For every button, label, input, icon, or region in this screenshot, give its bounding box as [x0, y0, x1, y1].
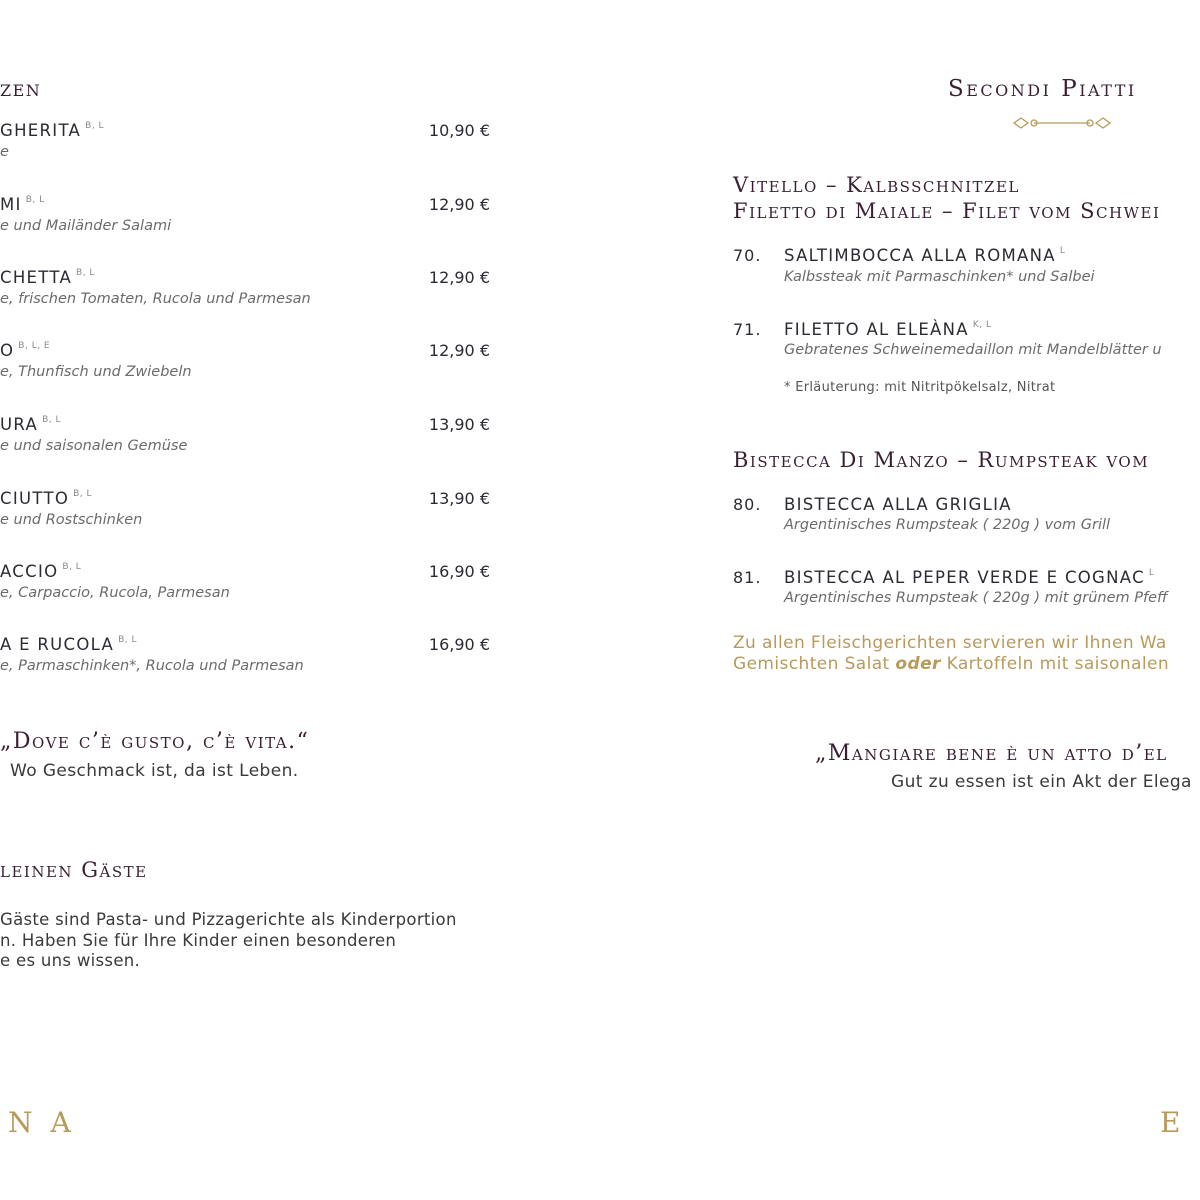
menu-item-price: 13,90 € [428, 415, 490, 434]
menu-item-description: Argentinisches Rumpsteak ( 220g ) mit grünem Pfeff [784, 590, 1168, 606]
kids-text-line: Gäste sind Pasta- und Pizzagerichte als Kinderportion [0, 910, 457, 929]
item-name-text: SALTIMBOCCA ALLA ROMANA [784, 246, 1056, 265]
kids-section-title: leinen Gäste [0, 858, 148, 882]
left-quote-translation: Wo Geschmack ist, da ist Leben. [10, 761, 299, 781]
ornament-divider-icon [1012, 114, 1112, 132]
side-note-emphasis: oder [895, 654, 941, 674]
menu-item-name [784, 246, 1065, 265]
menu-item-description: Gebratenes Schweinemedaillon mit Mandelblätter u [784, 342, 1162, 358]
item-name-text: GHERITA [0, 121, 82, 140]
menu-item-name [0, 415, 61, 434]
side-note-text: Gemischten Salat [733, 654, 896, 674]
right-quote-translation: Gut zu essen ist ein Akt der Elega [891, 772, 1192, 792]
kids-text [0, 910, 457, 972]
menu-item-price: 12,90 € [428, 268, 490, 287]
left-brand-wordmark: NA [8, 1106, 89, 1139]
item-name-text: BISTECCA AL PEPER VERDE E COGNAC [784, 568, 1145, 587]
menu-item-description: e, Parmaschinken*, Rucola und Parmesan [0, 658, 304, 674]
footnote: * Erläuterung: mit Nitritpökelsalz, Nitrat [784, 380, 1056, 395]
menu-item-name [0, 121, 104, 140]
item-name-text: O [0, 341, 15, 360]
allergen-codes: B, L [42, 415, 61, 425]
menu-item-description: e, frischen Tomaten, Rucola und Parmesan [0, 291, 311, 307]
menu-item-name [784, 495, 1012, 514]
right-quote: „Mangiare bene è un atto d’el [815, 741, 1168, 766]
menu-item-description: e und Mailänder Salami [0, 218, 172, 234]
allergen-codes: L [1148, 568, 1155, 578]
menu-item-price: 16,90 € [428, 562, 490, 581]
allergen-codes: B, L [85, 121, 105, 131]
item-name-text: URA [0, 415, 39, 434]
side-dish-note-line1: Zu allen Fleischgerichten servieren wir Ihnen Wa [733, 633, 1167, 653]
allergen-codes: B, L [118, 635, 138, 645]
menu-item-name [0, 562, 81, 581]
side-note-text: Kartoffeln mit saisonalen [940, 654, 1170, 674]
allergen-codes: L [1059, 246, 1066, 256]
left-section-title: zen [0, 76, 42, 102]
group1-title-line1: Vitello – Kalbsschnitzel [733, 173, 1020, 197]
menu-item-price: 12,90 € [428, 195, 490, 214]
menu-item-description: e, Thunfisch und Zwiebeln [0, 364, 192, 380]
menu-item-description: e, Carpaccio, Rucola, Parmesan [0, 585, 230, 601]
item-number: 81. [733, 568, 762, 587]
menu-item-description: e [0, 144, 9, 160]
item-name-text: MI [0, 195, 22, 214]
allergen-codes: B, L [62, 562, 82, 572]
menu-item-name [784, 568, 1154, 587]
group2-title: Bistecca Di Manzo – Rumpsteak vom [733, 448, 1150, 472]
menu-item-description: e und saisonalen Gemüse [0, 438, 188, 454]
allergen-codes: B, L [73, 489, 93, 499]
item-number: 80. [733, 495, 762, 514]
menu-item-description: Kalbssteak mit Parmaschinken* und Salbei [784, 269, 1095, 285]
item-name-text: BISTECCA ALLA GRIGLIA [784, 495, 1012, 514]
allergen-codes: K, L [972, 320, 992, 330]
menu-item-price: 12,90 € [428, 341, 490, 360]
kids-text-line: e es uns wissen. [0, 951, 141, 970]
menu-item-description: e und Rostschinken [0, 512, 143, 528]
allergen-codes: B, L [76, 268, 95, 278]
kids-text-line: n. Haben Sie für Ihre Kinder einen besonderen [0, 930, 397, 950]
menu-item-name [0, 268, 95, 287]
menu-item-name [0, 341, 50, 360]
menu-item-price: 10,90 € [428, 121, 490, 140]
item-name-text: CHETTA [0, 268, 73, 287]
allergen-codes: B, L [25, 195, 45, 205]
left-quote: „Dove c’è gusto, c’è vita.“ [0, 729, 310, 754]
menu-item-name [0, 489, 92, 508]
item-name-text: ACCIO [0, 562, 59, 581]
menu-item-description: Argentinisches Rumpsteak ( 220g ) vom Grill [784, 517, 1111, 533]
right-brand-wordmark: E [1160, 1106, 1199, 1139]
menu-item-price: 16,90 € [428, 635, 490, 654]
menu-item-name [0, 635, 137, 654]
menu-item-price: 13,90 € [428, 489, 490, 508]
side-dish-note-line2 [733, 654, 1169, 675]
item-name-text: FILETTO AL ELEÀNA [784, 320, 969, 339]
side-dish-note [733, 633, 1169, 675]
group1-title-line2: Filetto di Maiale – Filet vom Schwei [733, 199, 1161, 223]
right-section-title: Secondi Piatti [948, 76, 1137, 102]
allergen-codes: B, L, E [18, 341, 51, 351]
item-name-text: CIUTTO [0, 489, 70, 508]
item-number: 70. [733, 246, 762, 265]
item-name-text: A E RUCOLA [0, 635, 115, 654]
menu-item-name [0, 195, 45, 214]
item-number: 71. [733, 320, 762, 339]
menu-item-name [784, 320, 992, 339]
